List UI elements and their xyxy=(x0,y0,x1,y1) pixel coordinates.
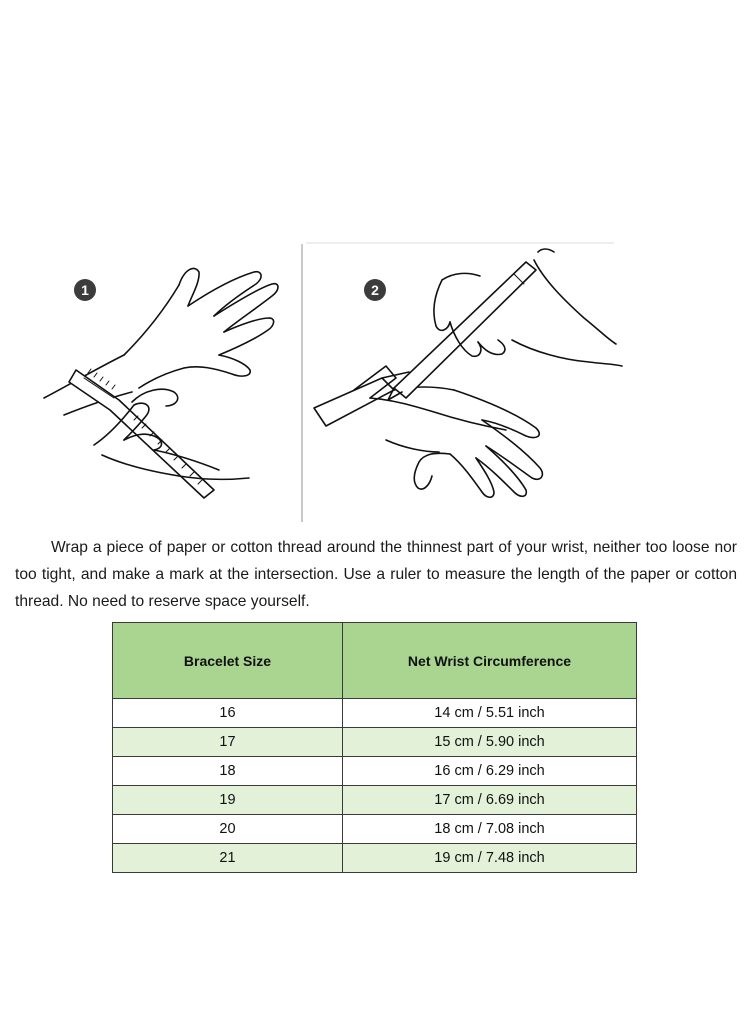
table-row xyxy=(113,699,637,728)
illustration-svg xyxy=(14,240,624,522)
circumference-cell: 17 cm / 6.69 inch xyxy=(343,786,637,815)
step-2-badge xyxy=(364,279,386,301)
table-header-row xyxy=(113,623,637,699)
header-wrist-circumference: Net Wrist Circumference xyxy=(343,623,637,699)
step-1-badge xyxy=(74,279,96,301)
size-cell: 21 xyxy=(113,844,343,873)
size-cell: 16 xyxy=(113,699,343,728)
table-row xyxy=(113,844,637,873)
circumference-cell: 14 cm / 5.51 inch xyxy=(343,699,637,728)
instructions-text: Wrap a piece of paper or cotton thread around the thinnest part of your wrist, neither too loose nor too tight, and make a mark at the intersection. Use a ruler to measure the length of the paper or cotton thread. No need to reserve space yourself. xyxy=(15,539,737,610)
bracelet-size-table xyxy=(112,622,637,873)
size-cell: 20 xyxy=(113,815,343,844)
circumference-cell: 16 cm / 6.29 inch xyxy=(343,757,637,786)
circumference-cell: 19 cm / 7.48 inch xyxy=(343,844,637,873)
size-cell: 17 xyxy=(113,728,343,757)
table-row xyxy=(113,786,637,815)
step-2-illustration xyxy=(314,249,622,497)
header-bracelet-size: Bracelet Size xyxy=(113,623,343,699)
svg-text:2: 2 xyxy=(371,282,379,298)
svg-text:1: 1 xyxy=(81,282,89,298)
circumference-cell: 15 cm / 5.90 inch xyxy=(343,728,637,757)
circumference-cell: 18 cm / 7.08 inch xyxy=(343,815,637,844)
table-row xyxy=(113,815,637,844)
step-1-illustration xyxy=(44,268,278,498)
measurement-illustrations xyxy=(14,240,624,522)
size-cell: 18 xyxy=(113,757,343,786)
table-row xyxy=(113,728,637,757)
table-row xyxy=(113,757,637,786)
size-cell: 19 xyxy=(113,786,343,815)
